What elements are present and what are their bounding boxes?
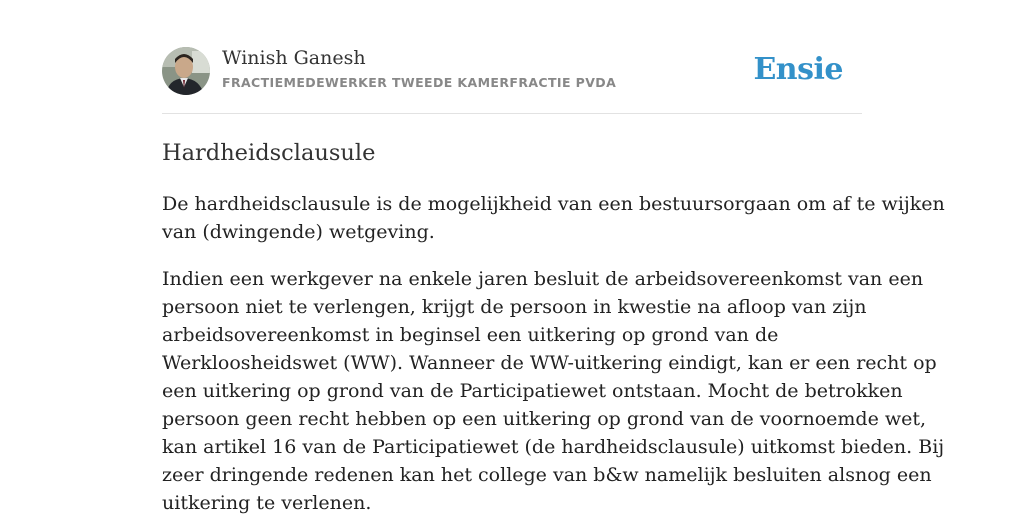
paragraph-line: Indien een werkgever na enkele jaren besluit de arbeidsovereenkomst van een (162, 268, 924, 290)
paragraph-line: van (dwingende) wetgeving. (162, 221, 435, 243)
author-role: FRACTIEMEDEWERKER TWEEDE KAMERFRACTIE PVDA (222, 75, 617, 90)
user-avatar-icon (162, 47, 210, 95)
paragraph-line: een uitkering op grond van de Participatiewet ontstaan. Mocht de betrokken (162, 380, 903, 402)
paragraph-line: persoon niet te verlengen, krijgt de persoon in kwestie na afloop van zijn (162, 296, 867, 318)
article-header (162, 0, 862, 114)
paragraph-line: uitkering te verlenen. (162, 492, 372, 514)
article-paragraph-1 (162, 190, 945, 246)
author-name[interactable]: Winish Ganesh (222, 47, 366, 69)
paragraph-line: Werkloosheidswet (WW). Wanneer de WW-uitkering eindigt, kan er een recht op (162, 352, 937, 374)
article-card (162, 0, 945, 514)
ensie-logo[interactable]: Ensie (753, 52, 843, 87)
paragraph-line: persoon geen recht hebben op een uitkering op grond van de voornoemde wet, (162, 408, 927, 430)
article-title: Hardheidsclausule (162, 140, 376, 166)
paragraph-line: arbeidsovereenkomst in beginsel een uitkering op grond van de (162, 324, 779, 346)
paragraph-line: kan artikel 16 van de Participatiewet (de hardheidsclausule) uitkomst bieden. Bij (162, 436, 945, 458)
article-paragraph-2 (162, 265, 945, 517)
paragraph-line: De hardheidsclausule is de mogelijkheid van een bestuursorgaan om af te wijken (162, 193, 945, 215)
paragraph-line: zeer dringende redenen kan het college van b&w namelijk besluiten alsnog een (162, 464, 932, 486)
author-avatar[interactable] (162, 47, 210, 95)
